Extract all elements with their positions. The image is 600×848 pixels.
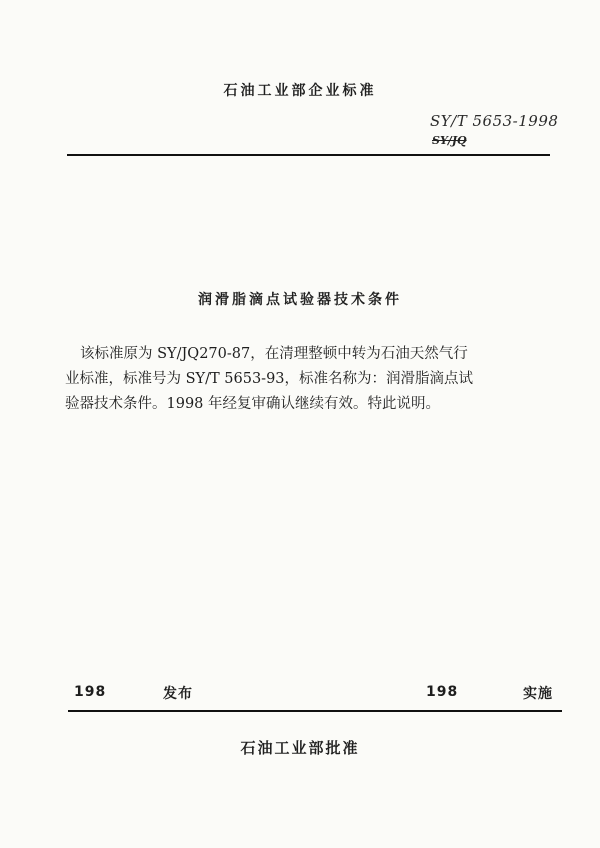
bottom-divider (68, 710, 562, 712)
issue-year: 198 (74, 684, 107, 700)
body-line: 验器技术条件。1998 年经复审确认继续有效。特此说明。 (65, 396, 441, 412)
standard-code: SY/T 5653-1998 (430, 112, 559, 130)
issue-label: 发布 (163, 686, 193, 702)
old-standard-code: SY/JQ (432, 134, 467, 147)
header-title: 石油工业部企业标准 (223, 83, 377, 99)
document-title: 润滑脂滴点试验器技术条件 (198, 292, 402, 308)
approver: 石油工业部批准 (240, 739, 360, 757)
body-line: 业标准，标准号为 SY/T 5653-93，标准名称为：润滑脂滴点试 (65, 371, 474, 387)
body-line: 该标准原为 SY/JQ270-87，在清理整顿中转为石油天然气行 (80, 346, 468, 362)
implement-year: 198 (426, 684, 459, 700)
top-divider (67, 154, 550, 156)
document-body (65, 342, 560, 417)
implement-label: 实施 (523, 686, 553, 702)
